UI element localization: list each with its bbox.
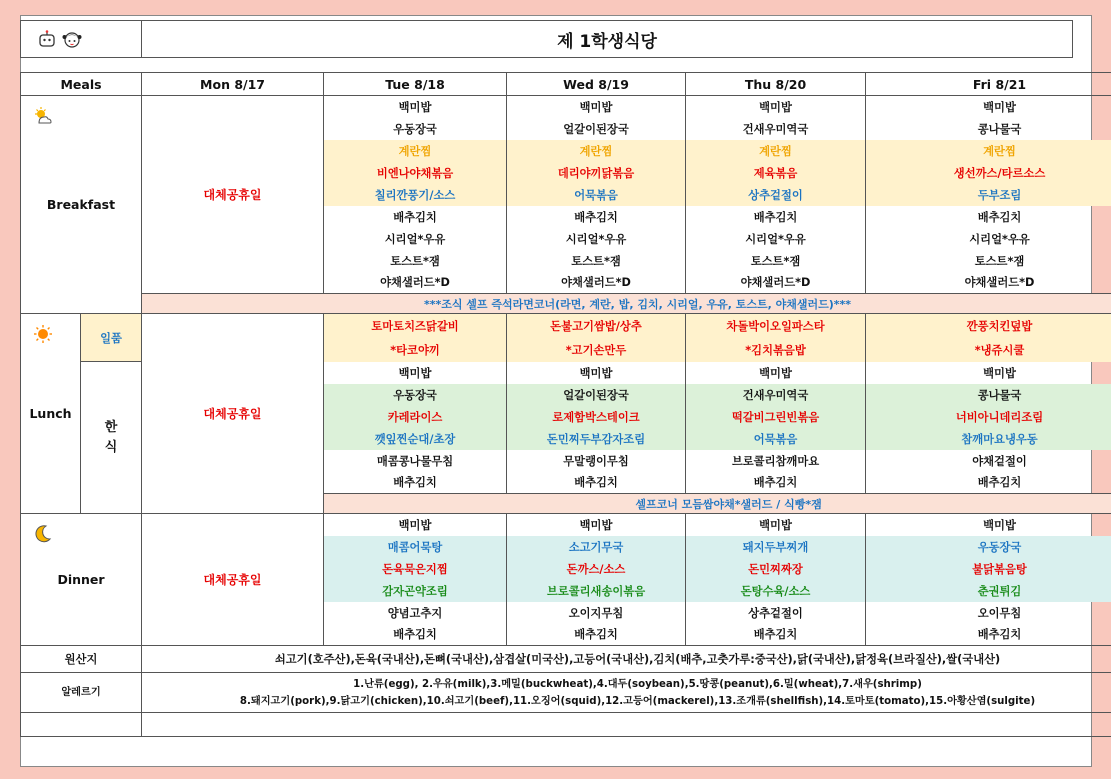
menu-item: 백미밥 xyxy=(324,362,507,384)
menu-item: 백미밥 xyxy=(324,514,507,536)
col-header-day: Wed 8/19 xyxy=(507,73,686,96)
menu-item: 배추김치 xyxy=(866,206,1111,228)
menu-item: 소고기무국 xyxy=(507,536,686,558)
menu-item: 백미밥 xyxy=(686,514,866,536)
girl-icon xyxy=(61,29,83,49)
menu-item: 돈육묵은지찜 xyxy=(324,558,507,580)
origin-text: 쇠고기(호주산),돈육(국내산),돈뼈(국내산),삼겹살(미국산),고등어(국내산),김치(배추,고춧가루:중국산),닭(국내산),닭정육(브라질산),쌀(국내산) xyxy=(142,646,1111,673)
menu-item: 계란찜 xyxy=(686,140,866,162)
menu-table xyxy=(20,72,1111,737)
col-header-day: Mon 8/17 xyxy=(142,73,324,96)
menu-item: 제육볶음 xyxy=(686,162,866,184)
menu-item: *냉쥬시쿨 xyxy=(866,338,1111,362)
holiday-label: 대체공휴일 xyxy=(142,514,324,646)
origin-label: 원산지 xyxy=(21,646,142,673)
menu-item: 상추겉절이 xyxy=(686,602,866,624)
menu-item: 백미밥 xyxy=(866,362,1111,384)
col-header-meals: Meals xyxy=(21,73,142,96)
menu-item: 불닭볶음탕 xyxy=(866,558,1111,580)
breakfast-note: ***조식 셀프 즉석라면코너(라면, 계란, 밥, 김치, 시리얼, 우유, 토스트, 야채샐러드)*** xyxy=(142,294,1111,314)
menu-item: 시리얼*우유 xyxy=(507,228,686,250)
menu-item: 칠리깐풍기/소스 xyxy=(324,184,507,206)
allergy-text xyxy=(142,673,1111,713)
menu-item: 돈불고기쌈밥/상추 xyxy=(507,314,686,338)
menu-item: 깻잎찐순대/초장 xyxy=(324,428,507,450)
menu-item: 토스트*잼 xyxy=(866,250,1111,272)
menu-item: 백미밥 xyxy=(686,96,866,118)
menu-item: 카레라이스 xyxy=(324,406,507,428)
menu-item: 돼지두부찌개 xyxy=(686,536,866,558)
menu-item: 두부조림 xyxy=(866,184,1111,206)
menu-item: 배추김치 xyxy=(686,472,866,494)
holiday-label: 대체공휴일 xyxy=(142,314,324,514)
robot-icon xyxy=(37,29,57,49)
col-header-day: Fri 8/21 xyxy=(866,73,1111,96)
footer-cell xyxy=(21,713,142,737)
menu-item: 백미밥 xyxy=(324,96,507,118)
menu-item: 배추김치 xyxy=(686,206,866,228)
sun-icon xyxy=(33,324,53,344)
menu-item: 토스트*잼 xyxy=(507,250,686,272)
menu-item: 돈까스/소스 xyxy=(507,558,686,580)
ilpum-label: 일품 xyxy=(81,314,142,362)
meal-name: Breakfast xyxy=(46,197,116,212)
menu-item: 토스트*잼 xyxy=(686,250,866,272)
moon-icon xyxy=(33,524,53,544)
menu-item: 비엔나야채볶음 xyxy=(324,162,507,184)
col-header-day: Thu 8/20 xyxy=(686,73,866,96)
menu-item: 양념고추지 xyxy=(324,602,507,624)
menu-item: 상추겉절이 xyxy=(686,184,866,206)
menu-item: 어묵볶음 xyxy=(686,428,866,450)
menu-item: 토마토치즈닭갈비 xyxy=(324,314,507,338)
menu-item: 우동장국 xyxy=(866,536,1111,558)
menu-item: 백미밥 xyxy=(507,362,686,384)
menu-item: 콩나물국 xyxy=(866,118,1111,140)
menu-item: 백미밥 xyxy=(507,514,686,536)
menu-item: *김치볶음밥 xyxy=(686,338,866,362)
menu-item: 시리얼*우유 xyxy=(324,228,507,250)
page-header xyxy=(20,20,1073,58)
menu-item: 계란찜 xyxy=(324,140,507,162)
meal-label xyxy=(21,514,142,646)
menu-item: 어묵볶음 xyxy=(507,184,686,206)
menu-item: 돈탕수육/소스 xyxy=(686,580,866,602)
menu-item: 배추김치 xyxy=(324,472,507,494)
allergy-line: 1.난류(egg), 2.우유(milk),3.메밀(buckwheat),4.대두(soybean),5.땅콩(peanut),6.밀(wheat),7.새우(shrimp) xyxy=(353,678,922,690)
menu-item: *타코야끼 xyxy=(324,338,507,362)
menu-item: 배추김치 xyxy=(686,624,866,646)
menu-item: 우동장국 xyxy=(324,384,507,406)
menu-item: *고기손만두 xyxy=(507,338,686,362)
menu-item: 배추김치 xyxy=(324,624,507,646)
menu-item: 깐풍치킨덮밥 xyxy=(866,314,1111,338)
menu-item: 너비아니데리조림 xyxy=(866,406,1111,428)
col-header-day: Tue 8/18 xyxy=(324,73,507,96)
hansik-label: 한 식 xyxy=(81,362,142,514)
menu-item: 야채샐러드*D xyxy=(866,272,1111,294)
menu-item: 건새우미역국 xyxy=(686,118,866,140)
menu-item: 배추김치 xyxy=(324,206,507,228)
menu-item: 돈민찌두부감자조림 xyxy=(507,428,686,450)
menu-item: 생선까스/타르소스 xyxy=(866,162,1111,184)
menu-item: 야채샐러드*D xyxy=(324,272,507,294)
menu-item: 브로콜리새송이볶음 xyxy=(507,580,686,602)
menu-item: 토스트*잼 xyxy=(324,250,507,272)
menu-item: 백미밥 xyxy=(507,96,686,118)
menu-item: 차돌박이오일파스타 xyxy=(686,314,866,338)
meal-name: Dinner xyxy=(57,572,105,587)
menu-item: 우동장국 xyxy=(324,118,507,140)
menu-item: 배추김치 xyxy=(507,472,686,494)
menu-item: 로제함박스테이크 xyxy=(507,406,686,428)
menu-item: 콩나물국 xyxy=(866,384,1111,406)
header-icons xyxy=(21,21,142,57)
meal-label xyxy=(21,96,142,314)
menu-item: 춘권튀김 xyxy=(866,580,1111,602)
menu-item: 백미밥 xyxy=(686,362,866,384)
menu-item: 건새우미역국 xyxy=(686,384,866,406)
sunrise-icon xyxy=(33,106,53,126)
allergy-label: 알레르기 xyxy=(21,673,142,713)
meal-label xyxy=(21,314,81,514)
menu-item: 매콤콩나물무침 xyxy=(324,450,507,472)
menu-item: 떡갈비그린빈볶음 xyxy=(686,406,866,428)
menu-item: 데리야끼닭볶음 xyxy=(507,162,686,184)
menu-item: 매콤어묵탕 xyxy=(324,536,507,558)
menu-item: 백미밥 xyxy=(866,514,1111,536)
menu-item: 야채겉절이 xyxy=(866,450,1111,472)
menu-item: 백미밥 xyxy=(866,96,1111,118)
footer-cell xyxy=(142,713,1111,737)
menu-item: 배추김치 xyxy=(866,472,1111,494)
menu-item: 브로콜리참깨마요 xyxy=(686,450,866,472)
menu-item: 계란찜 xyxy=(866,140,1111,162)
menu-item: 얼갈이된장국 xyxy=(507,118,686,140)
menu-item: 얼갈이된장국 xyxy=(507,384,686,406)
allergy-line: 8.돼지고기(pork),9.닭고기(chicken),10.쇠고기(beef),11.오징어(squid),12.고등어(mackerel),13.조개류(shellfish),14.토마토(tomato),15.아황산염(sulgite) xyxy=(239,695,1036,707)
menu-item: 배추김치 xyxy=(507,624,686,646)
menu-item: 계란찜 xyxy=(507,140,686,162)
holiday-label: 대체공휴일 xyxy=(142,96,324,294)
menu-item: 무말랭이무침 xyxy=(507,450,686,472)
page-title: 제 1학생식당 xyxy=(557,31,657,52)
menu-item: 오이지무침 xyxy=(507,602,686,624)
menu-item: 배추김치 xyxy=(866,624,1111,646)
meal-name: Lunch xyxy=(29,406,72,421)
lunch-note: 셀프코너 모듬쌈야채*샐러드 / 식빵*잼 xyxy=(324,494,1111,514)
menu-item: 시리얼*우유 xyxy=(686,228,866,250)
menu-item: 참깨마요냉우동 xyxy=(866,428,1111,450)
menu-item: 야채샐러드*D xyxy=(686,272,866,294)
menu-item: 야채샐러드*D xyxy=(507,272,686,294)
menu-item: 시리얼*우유 xyxy=(866,228,1111,250)
menu-item: 배추김치 xyxy=(507,206,686,228)
menu-item: 감자곤약조림 xyxy=(324,580,507,602)
menu-item: 돈민찌짜장 xyxy=(686,558,866,580)
menu-item: 오이무침 xyxy=(866,602,1111,624)
